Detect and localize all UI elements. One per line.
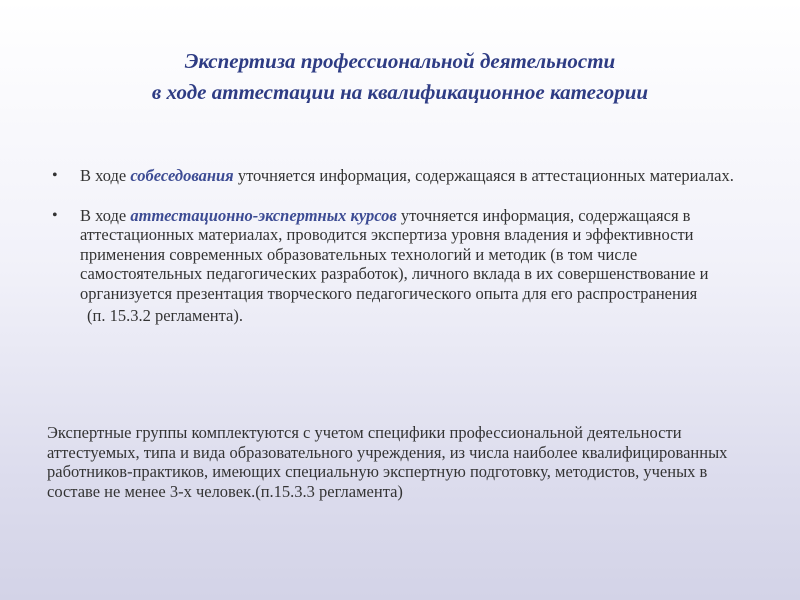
bullet-text: уточняется информация, содержащаяся в аттестационных материалах, проводится экспертиза уровня владения и эффективности применения современных образовательных технологий и методик (в том числе самостоятельных педагогических разработок), личного вклада в их совершенствование и организуется презентация творческого педагогического опыта для его распространения xyxy=(80,205,709,303)
expert-groups-paragraph: Экспертные группы комплектуются с учетом специфики профессиональной деятельности аттестуемых, типа и вида образовательного учреждения, из числа наиболее квалифицированных работников-практиков, имеющих специальную экспертную подготовку, методистов, ученых в составе не менее 3-х человек.(п.15.3.3 регламента) xyxy=(47,423,728,501)
bullet-prefix: В ходе xyxy=(80,205,131,225)
bullet-emphasis: собеседования xyxy=(130,166,234,185)
bullet-list xyxy=(52,166,752,326)
slide-title xyxy=(0,46,800,108)
slide-title-line-1: Экспертиза профессиональной деятельности xyxy=(184,49,616,73)
bullet-marker-icon: • xyxy=(52,206,58,224)
bullet-prefix: В ходе xyxy=(80,166,131,185)
bullet-interview xyxy=(52,166,752,186)
bullet-marker-icon: • xyxy=(52,167,58,184)
bullet-emphasis: аттестационно-экспертных курсов xyxy=(130,205,397,225)
bullet-text: уточняется информация, содержащаяся в аттестационных материалах. xyxy=(233,166,734,185)
slide-title-line-2: в ходе аттестации на квалификационное категории xyxy=(151,80,649,104)
bullet-reference: (п. 15.3.2 регламента). xyxy=(87,306,243,325)
bullet-courses xyxy=(52,206,752,326)
